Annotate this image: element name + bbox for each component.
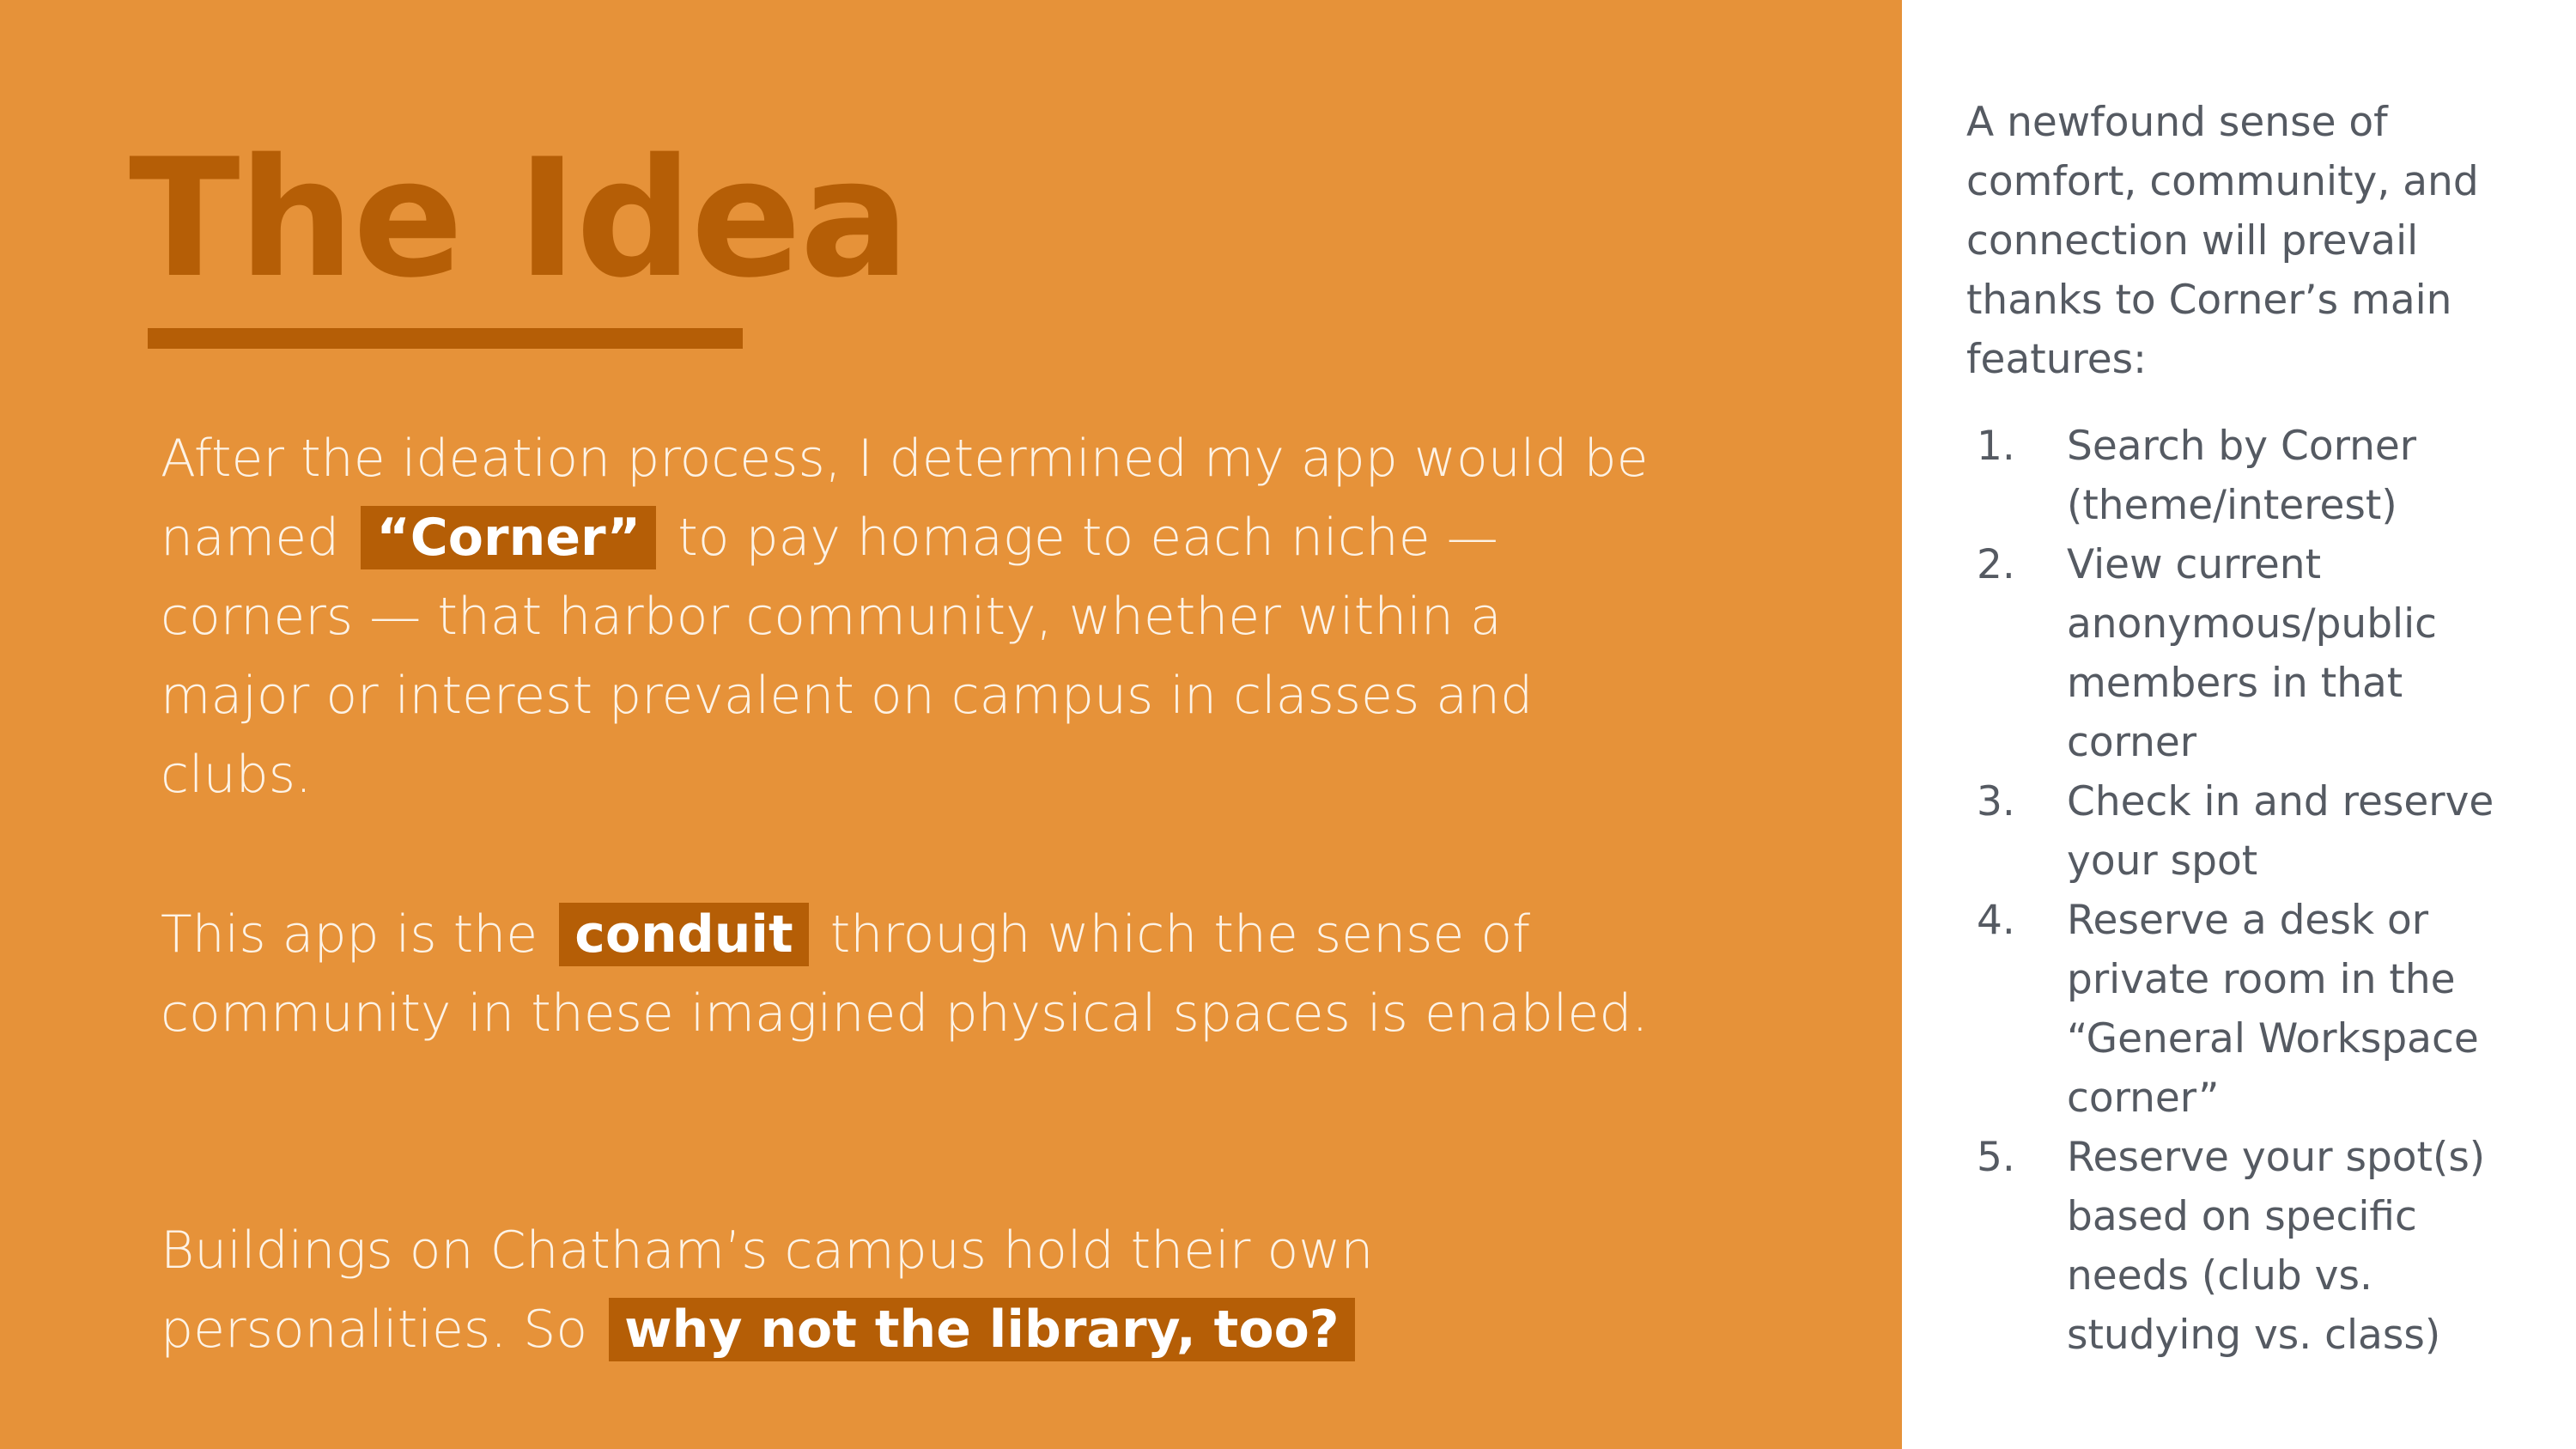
slide-title: The Idea (129, 124, 908, 314)
paragraph-app-name-before: After the ideation process, I determined my app would be named (161, 429, 1649, 568)
feature-number: 4. (1977, 897, 2015, 944)
paragraph-library (161, 1211, 1655, 1369)
feature-item (1966, 535, 2542, 772)
paragraph-conduit (161, 895, 1655, 1053)
highlight-library: why not the library, too? (609, 1298, 1354, 1361)
highlight-corner: “Corner” (361, 506, 656, 569)
feature-item (1966, 417, 2542, 535)
features-list (1966, 417, 2542, 1365)
paragraph-conduit-before: This app is the (161, 904, 538, 965)
highlight-conduit: conduit (559, 903, 808, 966)
features-intro: A newfound sense of comfort, community, and connection will prevail thanks to Corner’s main features: (1966, 99, 2479, 383)
feature-text: Search by Corner (theme/interest) (2067, 423, 2417, 529)
feature-text: Check in and reserve your spot (2067, 778, 2494, 885)
paragraph-app-name-after: to pay homage to each niche — corners — that harbor community, whether within a major or interest prevalent on campus in classes and clubs. (161, 508, 1534, 805)
feature-text: View current anonymous/public members in that corner (2067, 541, 2438, 766)
feature-item (1966, 891, 2542, 1128)
feature-text: Reserve your spot(s) based on specific needs (club vs. studying vs. class) (2067, 1134, 2486, 1359)
paragraph-conduit-after: through which the sense of community in these imagined physical spaces is enabled. (161, 904, 1649, 1044)
features-sidebar (1966, 93, 2542, 1365)
paragraph-app-name (161, 419, 1655, 814)
feature-number: 2. (1977, 541, 2015, 588)
feature-text: Reserve a desk or private room in the “General Workspace corner” (2067, 897, 2479, 1122)
feature-item (1966, 772, 2542, 891)
feature-item (1966, 1128, 2542, 1365)
feature-number: 5. (1977, 1134, 2015, 1181)
feature-number: 3. (1977, 778, 2015, 825)
title-underline (148, 328, 743, 349)
paragraph-library-before: Buildings on Chatham’s campus hold their own personalities. So (161, 1221, 1374, 1360)
feature-number: 1. (1977, 423, 2015, 470)
